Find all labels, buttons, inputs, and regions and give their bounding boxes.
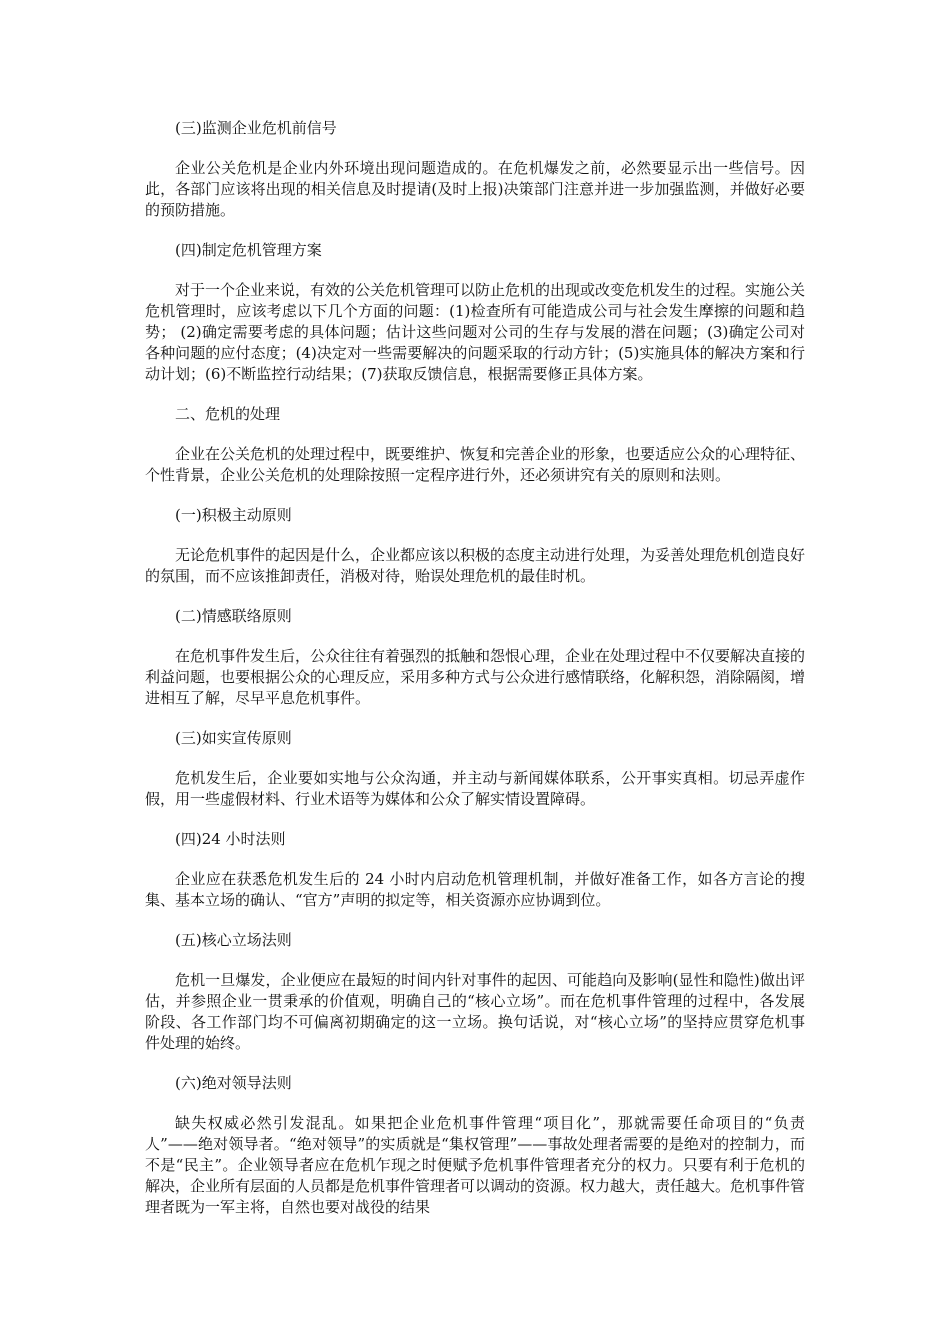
- section-heading: (五)核心立场法则: [175, 931, 292, 949]
- paragraph: 企业公关危机是企业内外环境出现问题造成的。在危机爆发之前，必然要显示出一些信号。因此，各部门应该将出现的相关信息及时提请(及时上报)决策部门注意并进一步加强监测，并做好必要的预防措施。: [145, 159, 805, 219]
- section-heading: (一)积极主动原则: [175, 506, 292, 524]
- section-heading: (四)24 小时法则: [175, 830, 286, 848]
- section-heading: (二)情感联络原则: [175, 607, 292, 625]
- section-heading: 二、危机的处理: [175, 405, 281, 423]
- paragraph: 危机一旦爆发，企业便应在最短的时间内针对事件的起因、可能趋向及影响(显性和隐性)做出评估，并参照企业一贯秉承的价值观，明确自己的“核心立场”。而在危机事件管理的过程中，各发展阶段、各工作部门均不可偏离初期确定的这一立场。换句话说，对“核心立场”的坚持应贯穿危机事件处理的始终。: [145, 971, 805, 1052]
- section-heading: (六)绝对领导法则: [175, 1074, 292, 1092]
- paragraph: 缺失权威必然引发混乱。如果把企业危机事件管理“项目化”，那就需要任命项目的“负责人”——绝对领导者。“绝对领导”的实质就是“集权管理”——事故处理者需要的是绝对的控制力，而不是“民主”。企业领导者应在危机乍现之时便赋予危机事件管理者充分的权力。只要有利于危机的解决，企业所有层面的人员都是危机事件管理者可以调动的资源。权力越大，责任越大。危机事件管理者既为一军主将，自然也要对战役的结果: [145, 1114, 806, 1216]
- section-heading: (三)如实宣传原则: [175, 729, 292, 747]
- section-heading: (三)监测企业危机前信号: [175, 119, 337, 137]
- paragraph: 在危机事件发生后，公众往往有着强烈的抵触和怨恨心理，企业在处理过程中不仅要解决直接的利益问题，也要根据公众的心理反应，采用多种方式与公众进行感情联络，化解积怨，消除隔阂，增进相互了解，尽早平息危机事件。: [145, 647, 806, 707]
- section-heading: (四)制定危机管理方案: [175, 241, 322, 259]
- paragraph: 企业在公关危机的处理过程中，既要维护、恢复和完善企业的形象，也要适应公众的心理特征、个性背景，企业公关危机的处理除按照一定程序进行外，还必须讲究有关的原则和法则。: [145, 445, 806, 484]
- paragraph: 对于一个企业来说，有效的公关危机管理可以防止危机的出现或改变危机发生的过程。实施公关危机管理时，应该考虑以下几个方面的问题：(1)检查所有可能造成公司与社会发生摩擦的问题和趋势； (2)确定需要考虑的具体问题；估计这些问题对公司的生存与发展的潜在问题；(3)确定公司对各种问题的应付态度；(4)决定对一些需要解决的问题采取的行动方针；(5)实施具体的解决方案和行动计划；(6)不断监控行动结果；(7)获取反馈信息，根据需要修正具体方案。: [145, 281, 806, 383]
- document-body: [145, 118, 805, 1218]
- paragraph: 无论危机事件的起因是什么，企业都应该以积极的态度主动进行处理，为妥善处理危机创造良好的氛围，而不应该推卸责任，消极对待，贻误处理危机的最佳时机。: [145, 546, 806, 585]
- paragraph: 危机发生后，企业要如实地与公众沟通，并主动与新闻媒体联系，公开事实真相。切忌弄虚作假，用一些虚假材料、行业术语等为媒体和公众了解实情设置障碍。: [145, 769, 805, 808]
- paragraph: 企业应在获悉危机发生后的 24 小时内启动危机管理机制，并做好准备工作，如各方言论的搜集、基本立场的确认、“官方”声明的拟定等，相关资源亦应协调到位。: [145, 870, 805, 909]
